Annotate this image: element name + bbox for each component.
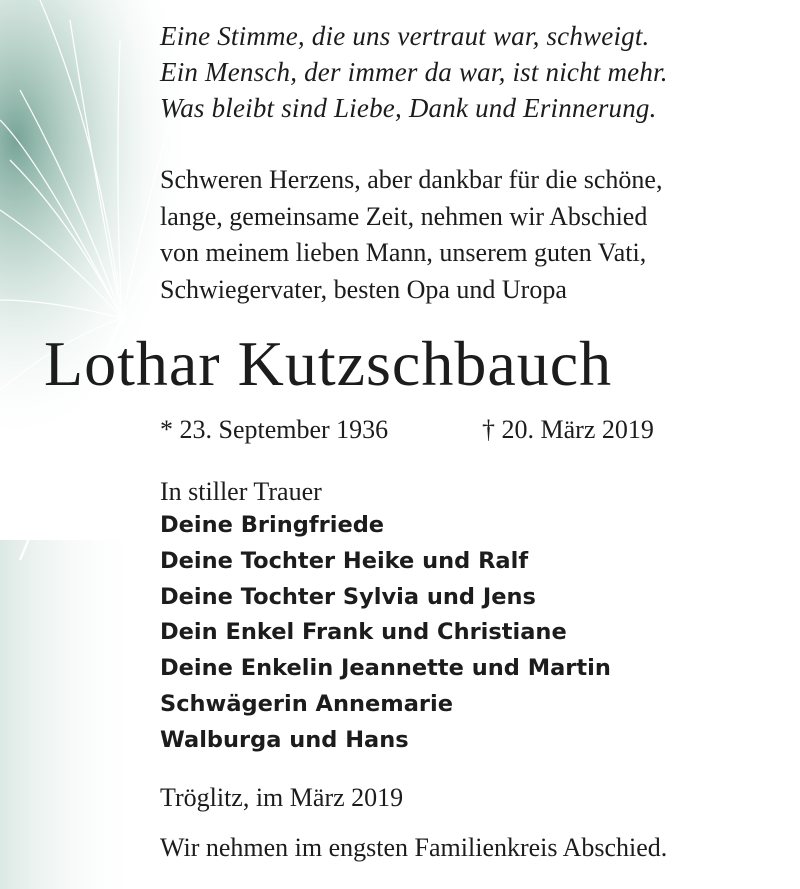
birth-date: * 23. September 1936 [160,415,389,444]
poem-line: Eine Stimme, die uns vertraut war, schweigt. [160,21,650,51]
closing-note: Wir nehmen im engsten Familienkreis Abschied. [160,833,668,862]
mourner-name: Deine Tochter Sylvia und Jens [160,583,536,610]
mourner-name: Walburga und Hans [160,726,409,753]
mourner-name: Deine Bringfriede [160,512,385,538]
deceased-name: Lothar Kutzschbauch [44,328,613,399]
mourning-heading: In stiller Trauer [160,477,322,506]
intro-text [160,162,780,308]
intro-line: Schwiegervater, besten Opa und Uropa [160,274,567,304]
mourner-name: Deine Enkelin Jeannette und Martin [160,655,611,682]
place-date: Tröglitz, im März 2019 [160,783,404,812]
death-date: † 20. März 2019 [482,415,654,444]
mourner-name: Schwägerin Annemarie [160,690,453,717]
poem-line: Ein Mensch, der immer da war, ist nicht mehr. [160,57,668,87]
mourner-name: Dein Enkel Frank und Christiane [160,619,567,646]
mourner-name: Deine Tochter Heike und Ralf [160,547,529,574]
intro-line: von meinem lieben Mann, unserem guten Vati, [160,238,647,267]
mourner-list [160,508,611,759]
life-dates [160,412,654,448]
poem [160,18,780,126]
intro-line: lange, gemeinsame Zeit, nehmen wir Abschied [160,201,648,231]
intro-line: Schweren Herzens, aber dankbar für die schöne, [160,165,663,194]
poem-line: Was bleibt sind Liebe, Dank und Erinnerung. [160,93,657,123]
